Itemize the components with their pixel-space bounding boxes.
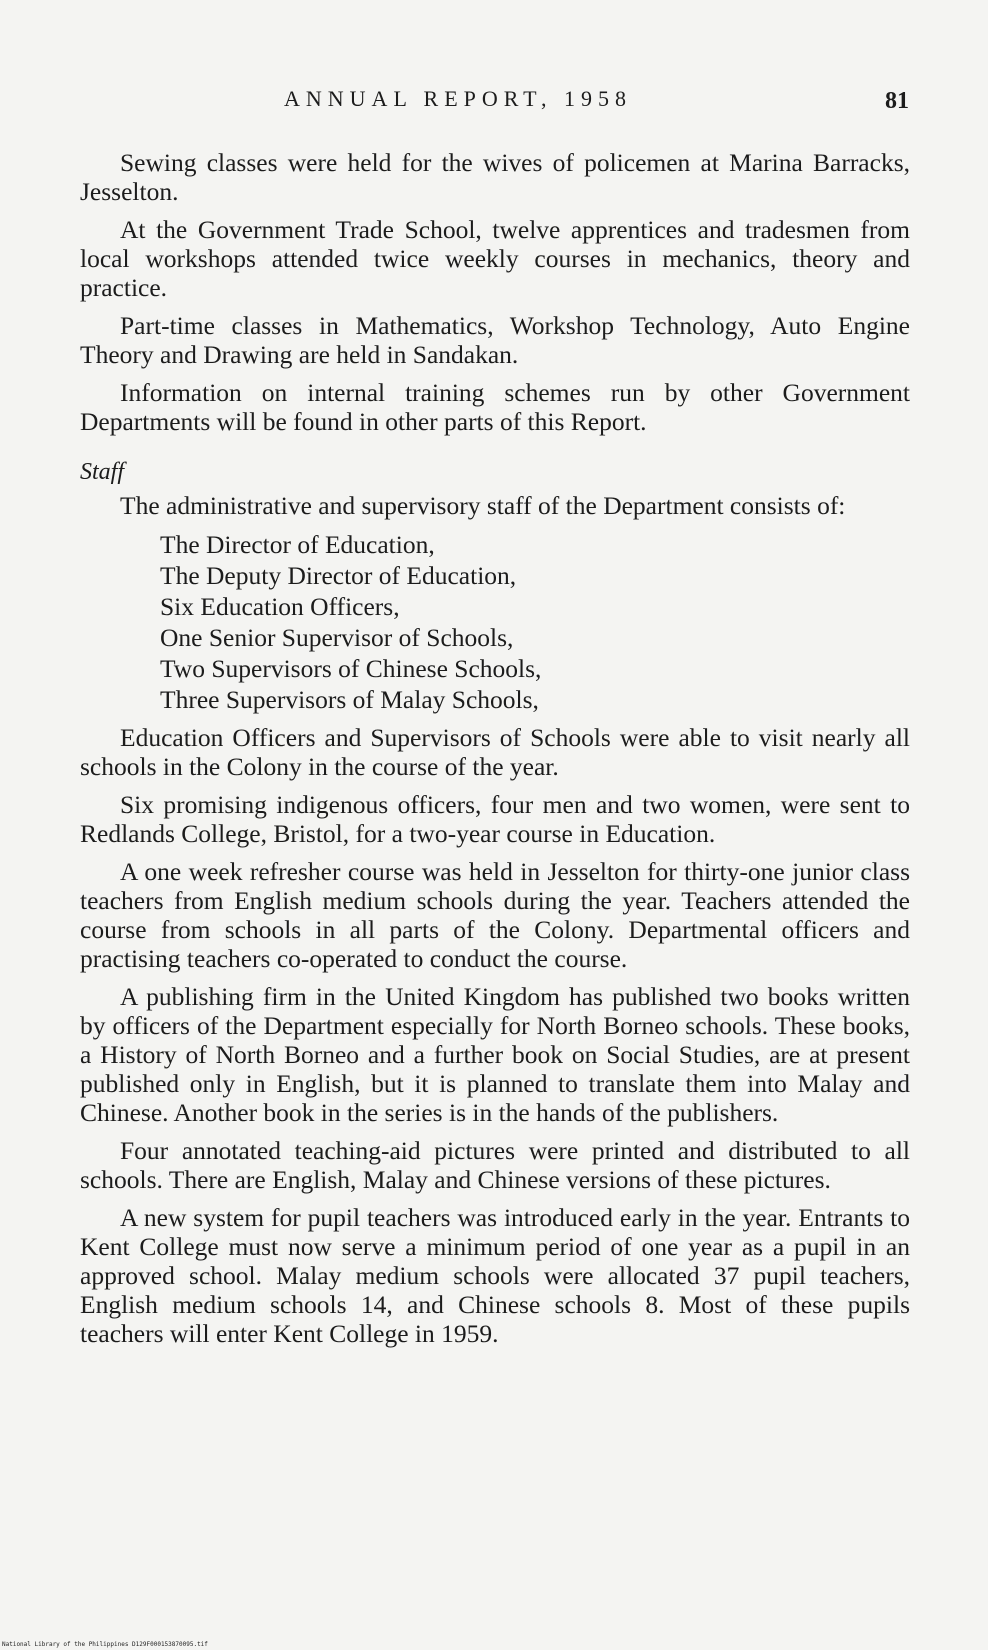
- body-text: [80, 148, 910, 1357]
- section-heading-staff: Staff: [80, 459, 125, 485]
- scan-source-note: National Library of the Philippines D129F000153870095.tif: [2, 1641, 208, 1648]
- staff-list-item: Six Education Officers,: [160, 592, 400, 621]
- paragraph: A new system for pupil teachers was introduced early in the year. Entrants to Kent College must now serve a minimum period of one year as a pupil in an approved school. Malay medium schools were allocated 37 pupil teachers, English medium schools 14, and Chinese schools 8. Most of these pupils teachers will enter Kent College in 1959.: [80, 1203, 910, 1348]
- paragraph: Information on internal training schemes run by other Government Departments will be found in other parts of this Report.: [80, 378, 910, 436]
- staff-list-item: Two Supervisors of Chinese Schools,: [160, 654, 542, 683]
- running-head: ANNUAL REPORT, 1958: [284, 86, 632, 111]
- staff-list: [80, 529, 910, 715]
- staff-intro: The administrative and supervisory staff of the Department consists of:: [120, 491, 846, 520]
- staff-list-item: One Senior Supervisor of Schools,: [160, 623, 514, 652]
- paragraph: Six promising indigenous officers, four men and two women, were sent to Redlands College, Bristol, for a two-year course in Education.: [80, 790, 910, 848]
- page-number: 81: [885, 88, 909, 114]
- paragraph: At the Government Trade School, twelve apprentices and tradesmen from local workshops attended twice weekly courses in mechanics, theory and practice.: [80, 215, 910, 302]
- staff-list-item: Three Supervisors of Malay Schools,: [160, 685, 539, 714]
- paragraph: A one week refresher course was held in Jesselton for thirty-one junior class teachers from English medium schools during the year. Teachers attended the course from schools in all parts of the Colony. Departmental officers and practising teachers co-operated to conduct the course.: [80, 857, 910, 973]
- paragraph: Sewing classes were held for the wives of policemen at Marina Barracks, Jesselton.: [80, 148, 910, 206]
- paragraph: A publishing firm in the United Kingdom has published two books written by officers of the Department especially for North Borneo schools. These books, a History of North Borneo and a further book on Social Studies, are at present published only in English, but it is planned to translate them into Malay and Chinese. Another book in the series is in the hands of the publishers.: [80, 982, 910, 1127]
- staff-list-item: The Director of Education,: [160, 530, 435, 559]
- paragraph: Four annotated teaching-aid pictures were printed and distributed to all schools. There are English, Malay and Chinese versions of these pictures.: [80, 1136, 910, 1194]
- staff-list-item: The Deputy Director of Education,: [160, 561, 517, 590]
- paragraph: Education Officers and Supervisors of Schools were able to visit nearly all schools in the Colony in the course of the year.: [80, 723, 910, 781]
- page-header: [0, 86, 988, 126]
- paragraph: Part-time classes in Mathematics, Workshop Technology, Auto Engine Theory and Drawing are held in Sandakan.: [80, 311, 910, 369]
